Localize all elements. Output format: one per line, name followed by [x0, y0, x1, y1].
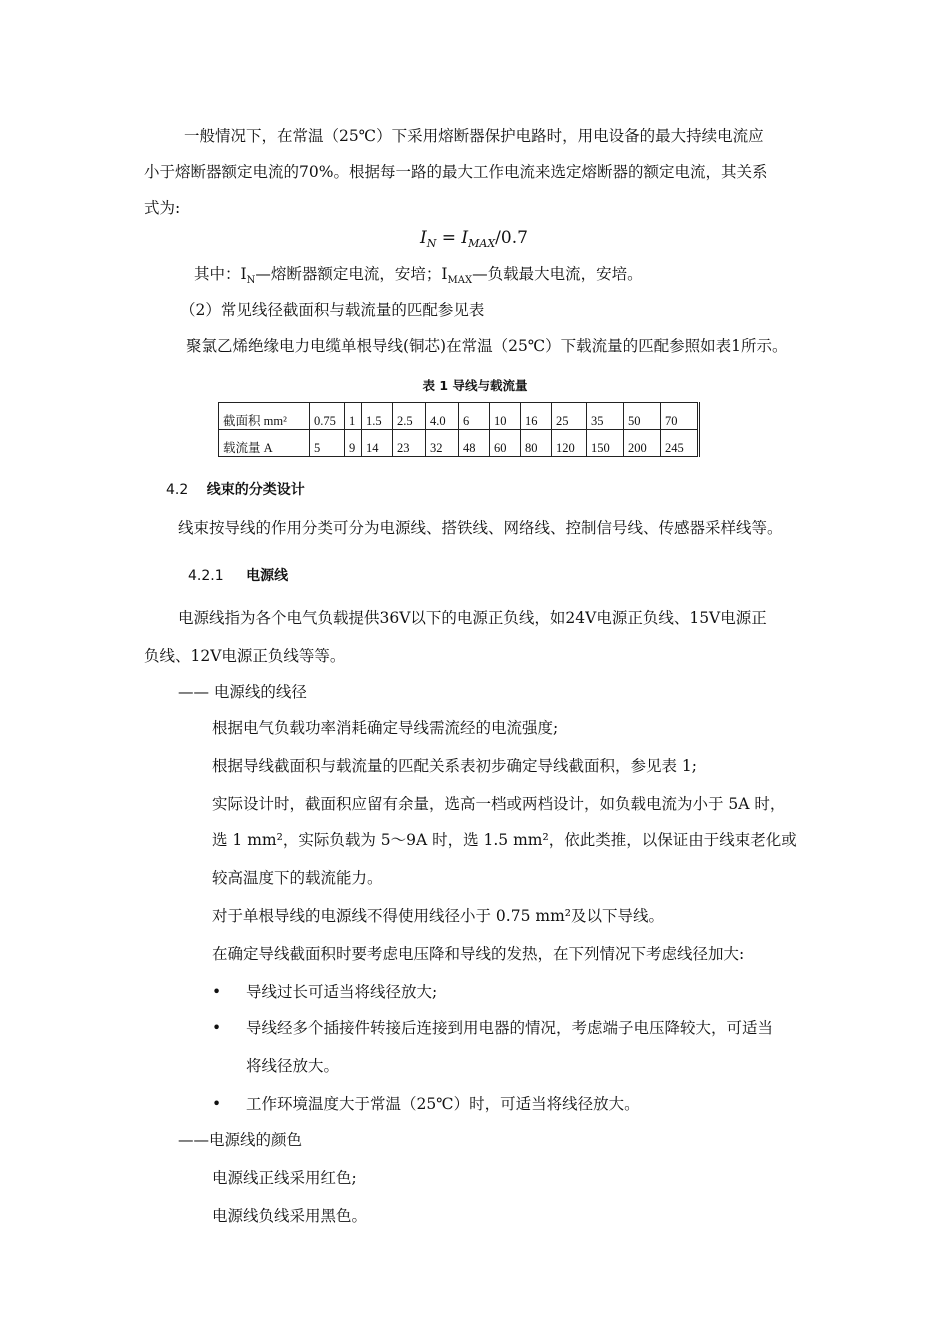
table-cell: 200: [624, 430, 661, 457]
power-para-line-1: 电源线指为各个电气负载提供36V以下的电源正负线，如24V电源正负线、15V电源正: [178, 609, 767, 627]
diameter-item-1: 根据电气负载功率消耗确定导线需流经的电流强度;: [212, 719, 559, 737]
color-item-2: 电源线负线采用黑色。: [212, 1207, 368, 1225]
power-para-line-2: 负线、12V电源正负线等等。: [144, 647, 346, 665]
table-cell: 6: [459, 403, 490, 430]
where-suffix: —负载最大电流，安培。: [472, 265, 643, 283]
bullet-item-2-line-1: 导线经多个插接件转接后连接到用电器的情况，考虑端子电压降较大，可适当: [246, 1019, 774, 1037]
diameter-item-4: 对于单根导线的电源线不得使用线径小于 0.75 mm²及以下导线。: [212, 907, 664, 925]
bullet-dot: •: [212, 1019, 222, 1037]
table-cell: 150: [587, 430, 624, 457]
where-sub-max: MAX: [447, 275, 473, 287]
wire-current-table: [218, 402, 700, 457]
section-4-2-1-title: 电源线: [246, 568, 289, 584]
table-cell: 23: [393, 430, 426, 457]
intro-line-1: 一般情况下，在常温（25℃）下采用熔断器保护电路时，用电设备的最大持续电流应: [184, 127, 764, 145]
bullet-item-1: 导线过长可适当将线径放大;: [246, 983, 438, 1001]
intro-line-2: 小于熔断器额定电流的70%。根据每一路的最大工作电流来选定熔断器的额定电流，其关系: [144, 163, 768, 181]
table-cell: 10: [490, 403, 521, 430]
table-cell: 35: [587, 403, 624, 430]
where-prefix: 其中：I: [194, 265, 247, 283]
table-intro: 聚氯乙烯绝缘电力电缆单根导线(铜芯)在常温（25℃）下载流量的匹配参照如表1所示。: [186, 337, 788, 355]
bullet-dot: •: [212, 1095, 222, 1113]
table-caption: 表 1 导线与载流量: [422, 378, 528, 393]
section-4-2-1-number: 4.2.1: [188, 568, 224, 584]
table-cell: 5: [310, 430, 345, 457]
intro-line-3: 式为:: [144, 199, 181, 217]
table-cell: 4.0: [426, 403, 459, 430]
table-cell: 50: [624, 403, 661, 430]
bullet-item-3: 工作环境温度大于常温（25℃）时，可适当将线径放大。: [246, 1095, 640, 1113]
section-4-2-text: 线束按导线的作用分类可分为电源线、搭铁线、网络线、控制信号线、传感器采样线等。: [178, 519, 783, 537]
table-cell: 80: [521, 430, 552, 457]
diameter-item-3-line-3: 较高温度下的载流能力。: [212, 869, 383, 887]
table-cell: 0.75: [310, 403, 345, 430]
diameter-item-3-line-2: 选 1 mm²，实际负载为 5～9A 时，选 1.5 mm²，依此类推，以保证由于线束老化或: [212, 831, 797, 849]
bullet-dot: •: [212, 983, 222, 1001]
table-row-label: 载流量 A: [219, 430, 310, 457]
section-4-2-number: 4.2: [166, 482, 189, 498]
table-cell: 16: [521, 403, 552, 430]
table-cell: 48: [459, 430, 490, 457]
table-cell: 14: [362, 430, 393, 457]
formula-rhs: I: [461, 228, 469, 248]
diameter-item-3-line-1: 实际设计时，截面积应留有余量，选高一档或两档设计，如负载电流为小于 5A 时，: [212, 795, 786, 813]
section-4-2-title: 线束的分类设计: [206, 482, 305, 498]
table-cell: 60: [490, 430, 521, 457]
bullet-item-2-line-2: 将线径放大。: [246, 1057, 340, 1075]
table-cell: 32: [426, 430, 459, 457]
table-cell: 70: [661, 403, 699, 430]
table-row-label: 截面积 mm²: [219, 403, 310, 430]
table-cell: 25: [552, 403, 587, 430]
formula-rhs-sub: MAX: [468, 237, 496, 250]
diameter-item-2: 根据导线截面积与载流量的匹配关系表初步确定导线截面积，参见表 1;: [212, 757, 698, 775]
table-cell: 9: [345, 430, 362, 457]
where-sub-n: N: [246, 275, 256, 287]
section-4-2-heading: [166, 480, 305, 500]
fuse-formula: [420, 228, 528, 250]
formula-lhs: I: [420, 228, 427, 248]
formula-div: /0.7: [495, 228, 528, 248]
color-item-1: 电源线正线采用红色;: [212, 1169, 357, 1187]
formula-eq: =: [441, 228, 456, 248]
formula-lhs-sub: N: [426, 237, 437, 250]
diameter-item-5: 在确定导线截面积时要考虑电压降和导线的发热，在下列情况下考虑线径加大:: [212, 945, 745, 963]
section-4-2-1-heading: [188, 566, 288, 586]
table-row-area: [219, 403, 699, 430]
color-heading: ——电源线的颜色: [178, 1131, 303, 1149]
where-line: [194, 264, 643, 291]
diameter-heading: —— 电源线的线径: [178, 683, 307, 701]
table-cell: 1.5: [362, 403, 393, 430]
table-cell: 245: [661, 430, 699, 457]
where-mid: —熔断器额定电流，安培；I: [255, 265, 448, 283]
table-cell: 120: [552, 430, 587, 457]
table-cell: 1: [345, 403, 362, 430]
table-cell: 2.5: [393, 403, 426, 430]
table-row-current: [219, 430, 699, 457]
subsection-2: （2）常见线径截面积与载流量的匹配参见表: [180, 301, 485, 319]
